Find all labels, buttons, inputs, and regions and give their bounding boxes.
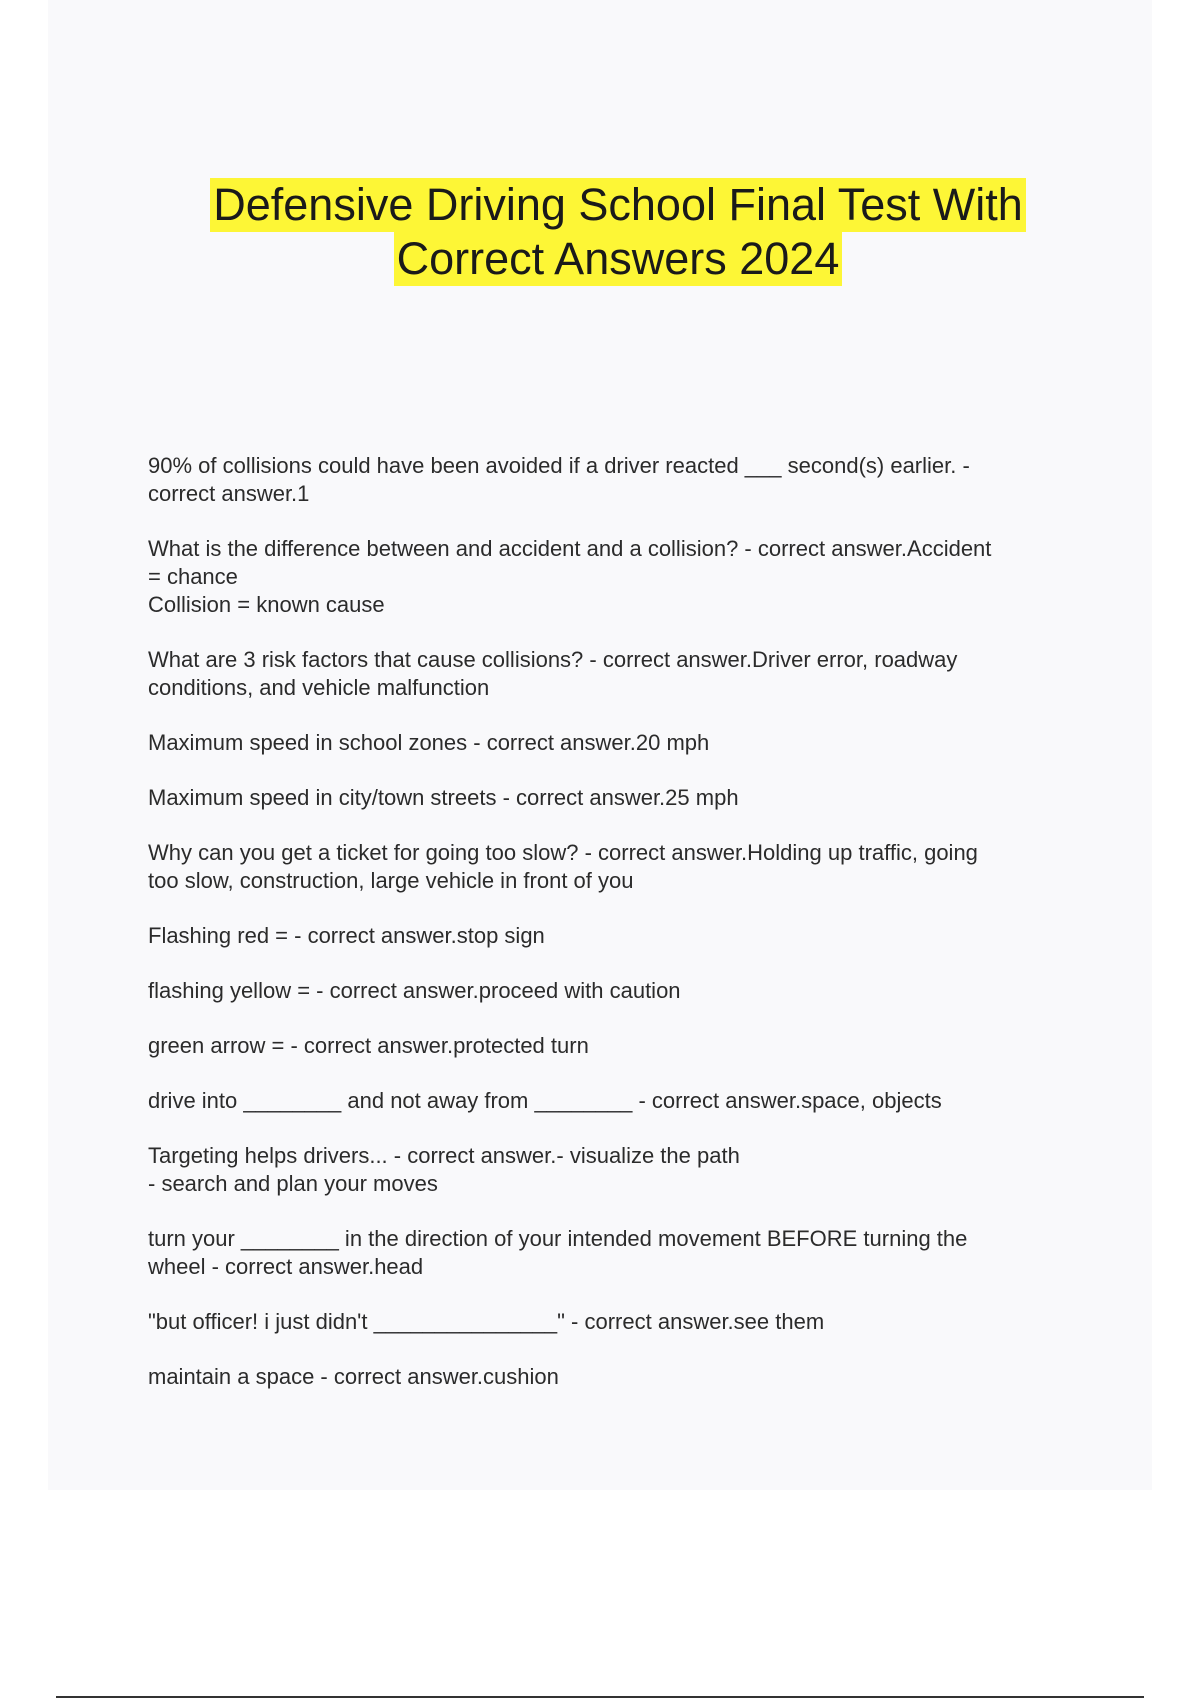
qa-item: drive into ________ and not away from ________ - correct answer.space, objects — [148, 1088, 942, 1113]
qa-item: Targeting helps drivers... - correct answer.- visualize the path - search and plan your moves — [148, 1143, 740, 1196]
title-line-2: Correct Answers 2024 — [394, 232, 843, 286]
qa-item: What are 3 risk factors that cause collisions? - correct answer.Driver error, roadway conditions, and vehicle malfunction — [148, 647, 958, 700]
qa-item: 90% of collisions could have been avoided if a driver reacted ___ second(s) earlier. - correct answer.1 — [148, 453, 970, 506]
question-answer-list — [148, 452, 1078, 1418]
document-title — [0, 178, 1200, 286]
qa-item: Why can you get a ticket for going too slow? - correct answer.Holding up traffic, going too slow, construction, large vehicle in front of you — [148, 840, 978, 893]
qa-item: "but officer! i just didn't _______________" - correct answer.see them — [148, 1309, 825, 1334]
qa-item: flashing yellow = - correct answer.proceed with caution — [148, 978, 681, 1003]
qa-item: maintain a space - correct answer.cushion — [148, 1364, 559, 1389]
qa-item: Maximum speed in city/town streets - correct answer.25 mph — [148, 785, 739, 810]
title-line-1: Defensive Driving School Final Test With — [210, 178, 1026, 232]
qa-item: What is the difference between and accident and a collision? - correct answer.Accident = chance Collision = known cause — [148, 536, 992, 617]
qa-item: turn your ________ in the direction of your intended movement BEFORE turning the wheel - correct answer.head — [148, 1226, 968, 1279]
qa-item: Flashing red = - correct answer.stop sign — [148, 923, 545, 948]
qa-item: green arrow = - correct answer.protected turn — [148, 1033, 589, 1058]
page-bottom-rule — [56, 1696, 1144, 1698]
qa-item: Maximum speed in school zones - correct answer.20 mph — [148, 730, 710, 755]
